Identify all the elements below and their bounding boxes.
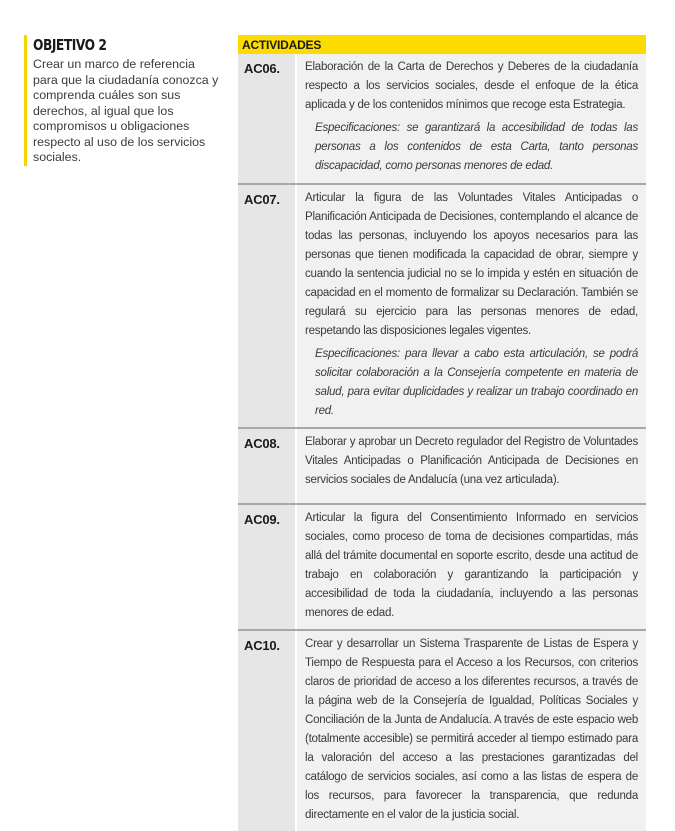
objetivo-title: OBJETIVO 2: [33, 36, 107, 54]
activity-spec: Especificaciones: se garantizará la accesibilidad de todas las personas a los contenidos de esta Carta, tanto personas discapacidad, como personas menores de edad.: [315, 122, 638, 172]
activity-description: [297, 505, 646, 629]
table-row: [238, 185, 646, 429]
table-header: ACTIVIDADES: [238, 35, 646, 54]
activity-description: [297, 429, 646, 503]
table-row: [238, 631, 646, 831]
activity-spec: Especificaciones: para llevar a cabo esta articulación, se podrá solicitar colaboración a la Consejería competente en materia de salud, para evitar duplicidades y realizar un trabajo coordinado en red.: [315, 348, 638, 417]
objetivo-text: Crear un marco de referencia para que la ciudadanía conozca y comprenda cuáles son sus derechos, al igual que los compromisos u obligaciones respecto al uso de los servicios sociales.: [33, 57, 219, 164]
table-row: [238, 429, 646, 505]
activity-description: [297, 631, 646, 831]
activity-code: AC10.: [238, 631, 295, 831]
activity-text: Articular la figura de las Voluntades Vitales Anticipadas o Planificación Anticipada de Decisiones, contemplando el alcance de todas las personas, incluyendo los apoyos necesarios para las personas que tienen modificada la capacidad de obrar, siempre y cuando la sentencia judicial no se lo impida y estén en situación de capacidad en el momento de formalizar su Declaración. También se regulará su ejercicio para las personas menores de edad, respetando las disposiciones legales vigentes.: [305, 192, 638, 337]
table-row: [238, 54, 646, 185]
activity-text: Articular la figura del Consentimiento Informado en servicios sociales, como proceso de toma de decisiones compartidas, más allá del trámite documental en soporte escrito, desde una actitud de trabajo en colaboración y garantizando la participación y accesibilidad de toda la ciudadanía, incluyendo a las personas menores de edad.: [305, 512, 638, 619]
activity-text: Crear y desarrollar un Sistema Trasparente de Listas de Espera y Tiempo de Respuesta para el Acceso a los Recursos, con criterios claros de prioridad de acceso a los diferentes recursos, a través de la página web de la Consejería de Igualdad, Políticas Sociales y Conciliación de la Junta de Andalucía. A través de este espacio web (totalmente accesible) se permitirá acceder al tiempo estimado para la valoración del acceso a las prestaciones garantizadas del catálogo de servicios sociales, así como a las listas de espera de los recursos, para favorecer la transparencia, que redunda directamente en el valor de la justicia social.: [305, 638, 638, 821]
activity-description: [297, 185, 646, 427]
activity-text: Elaborar y aprobar un Decreto regulador del Registro de Voluntades Vitales Anticipadas o Planificación Anticipada de Decisiones en servicios sociales de Andalucía (una vez articulada).: [305, 436, 638, 486]
table-row: [238, 505, 646, 631]
activity-code: AC07.: [238, 185, 295, 427]
actividades-table: [238, 35, 646, 831]
activity-code: AC06.: [238, 54, 295, 183]
activity-text: Elaboración de la Carta de Derechos y Deberes de la ciudadanía respecto a los servicios sociales, desde el enfoque de la ética aplicada y de los contenidos mínimos que recoge esta Estrategia.: [305, 61, 638, 111]
objetivo-block: [24, 35, 223, 166]
activity-code: AC09.: [238, 505, 295, 629]
activity-code: AC08.: [238, 429, 295, 503]
activity-description: [297, 54, 646, 183]
